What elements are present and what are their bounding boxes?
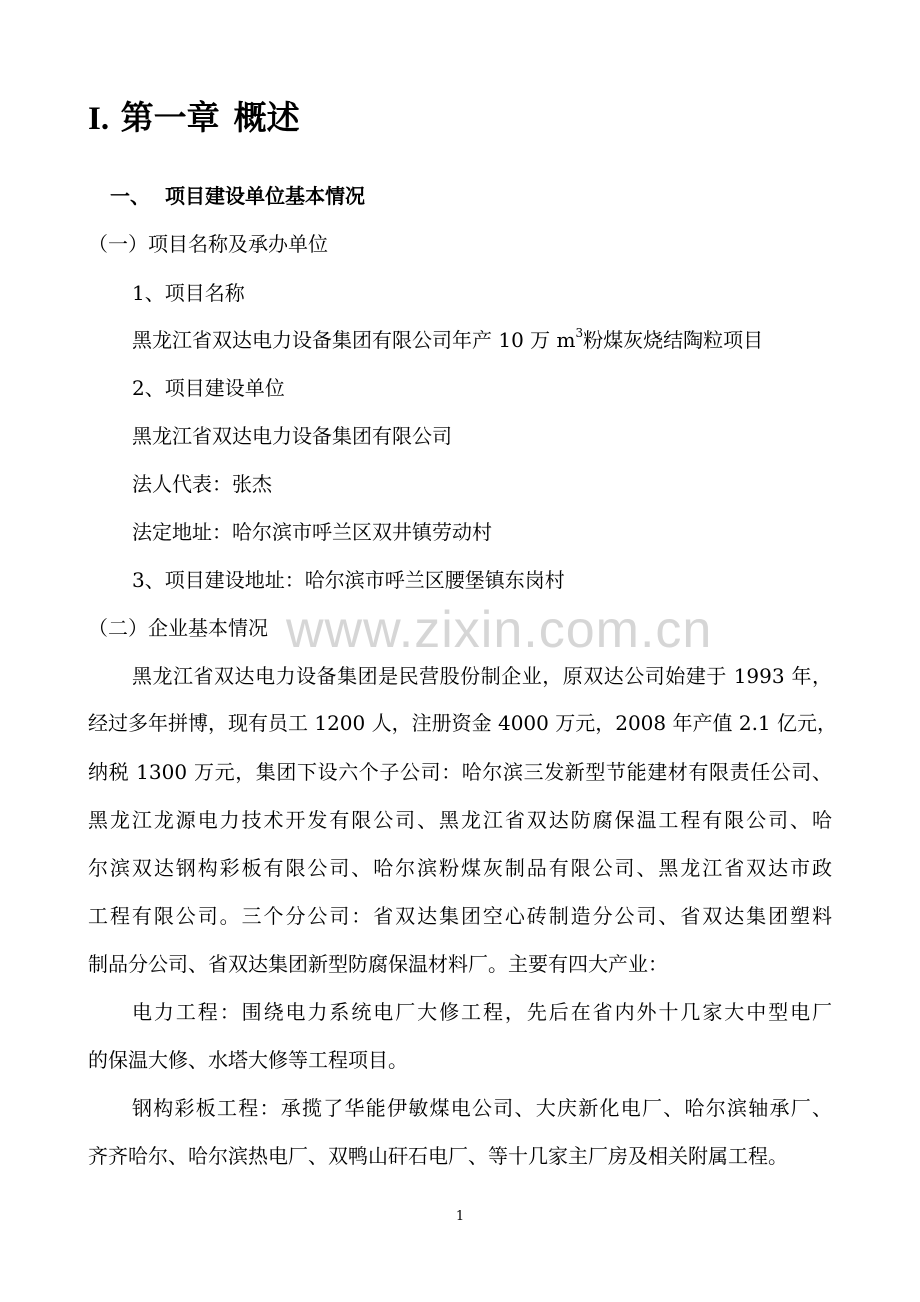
paragraph-line: 尔滨双达钢构彩板有限公司、哈尔滨粉煤灰制品有限公司、黑龙江省双达市政 <box>88 856 832 880</box>
page-number: 1 <box>455 1209 465 1224</box>
chapter-title <box>88 98 300 139</box>
paragraph-line: 黑龙江省双达电力设备集团是民营股份制企业，原双达公司始建于 1993 年， <box>132 664 832 688</box>
company-name: 黑龙江省双达电力设备集团有限公司 <box>132 424 452 448</box>
watermark: www.zixin.com.cn <box>286 601 713 659</box>
site-address: 3、项目建设地址：哈尔滨市呼兰区腰堡镇东岗村 <box>132 568 565 592</box>
item-label-construction-unit: 2、项目建设单位 <box>132 376 285 400</box>
item-label-project-name: 1、项目名称 <box>132 281 245 305</box>
subsection-heading-2: （二）企业基本情况 <box>88 616 268 640</box>
chapter-title-sub: 概述 <box>233 98 300 137</box>
legal-representative: 法人代表：张杰 <box>132 472 272 496</box>
project-name: 黑龙江省双达电力设备集团有限公司年产 10 万 $m^3$粉煤灰烧结陶粒项目 <box>132 326 764 352</box>
paragraph-line: 电力工程：围绕电力系统电厂大修工程，先后在省内外十几家大中型电厂 <box>132 1000 832 1024</box>
subsection-heading-1: （一）项目名称及承办单位 <box>88 232 328 256</box>
paragraph-line: 工程有限公司。三个分公司：省双达集团空心砖制造分公司、省双达集团塑料 <box>88 904 832 928</box>
paragraph-line: 黑龙江龙源电力技术开发有限公司、黑龙江省双达防腐保温工程有限公司、哈 <box>88 808 832 832</box>
section-marker: 一、 <box>110 184 150 208</box>
chapter-title-main: 第一章 <box>120 98 220 137</box>
legal-address: 法定地址：哈尔滨市呼兰区双井镇劳动村 <box>132 520 492 544</box>
section-heading: 项目建设单位基本情况 <box>165 184 365 208</box>
paragraph-line: 的保温大修、水塔大修等工程项目。 <box>88 1048 408 1072</box>
chapter-number: I. <box>88 101 110 137</box>
paragraph-line: 经过多年拼博，现有员工 1200 人，注册资金 4000 万元，2008 年产值 2.1 亿元， <box>88 711 838 735</box>
paragraph-line: 齐齐哈尔、哈尔滨热电厂、双鸭山矸石电厂、等十几家主厂房及相关附属工程。 <box>88 1144 788 1168</box>
paragraph-line: 纳税 1300 万元，集团下设六个子公司：哈尔滨三发新型节能建材有限责任公司、 <box>88 760 832 784</box>
paragraph-line: 钢构彩板工程：承揽了华能伊敏煤电公司、大庆新化电厂、哈尔滨轴承厂、 <box>132 1096 832 1120</box>
paragraph-line: 制品分公司、省双达集团新型防腐保温材料厂。主要有四大产业： <box>88 952 668 976</box>
